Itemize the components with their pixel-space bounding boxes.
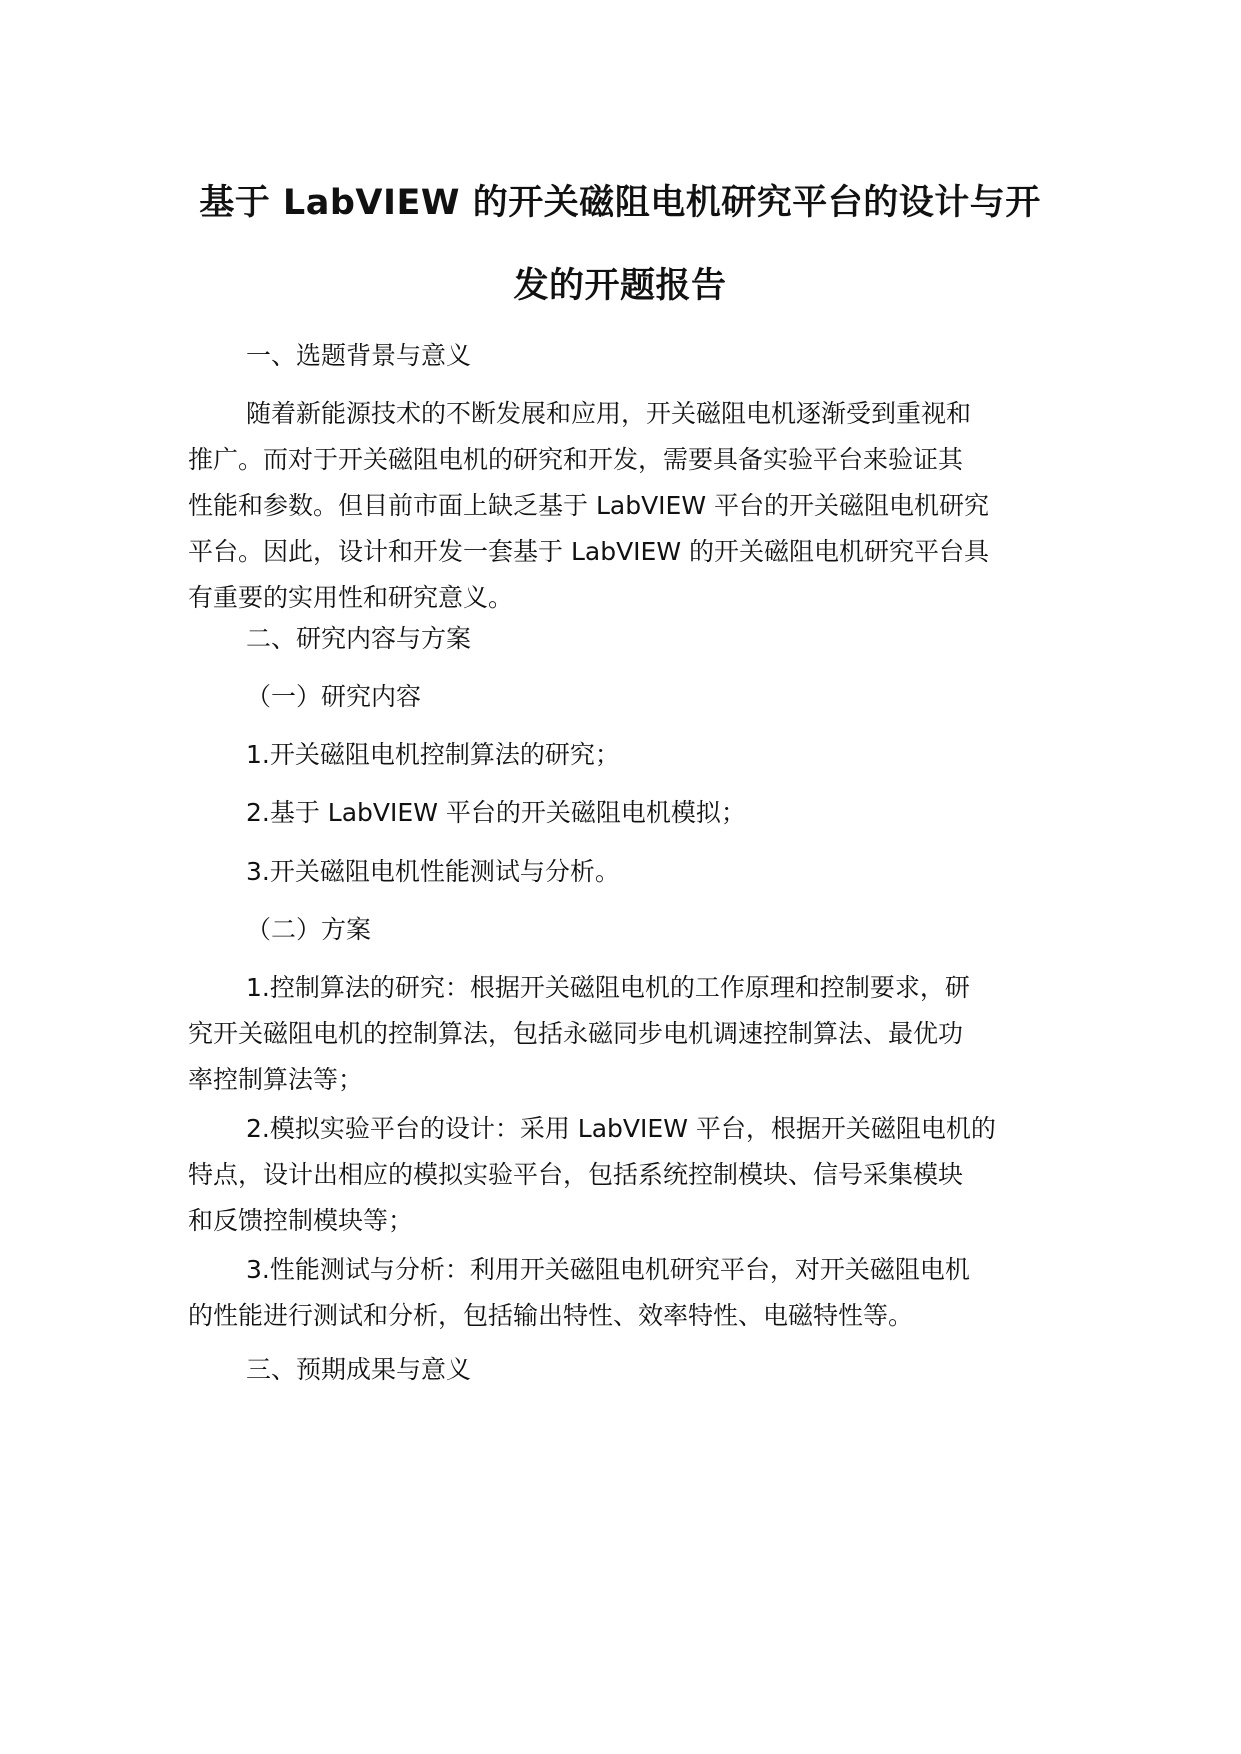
subsection-heading-plan: （二）方案 — [246, 915, 372, 944]
paragraph-line: 1.控制算法的研究：根据开关磁阻电机的工作原理和控制要求，研 — [246, 973, 970, 1002]
research-item-1: 1.开关磁阻电机控制算法的研究； — [246, 740, 620, 769]
plan-paragraph-3 — [188, 1247, 1052, 1339]
research-item-3: 3.开关磁阻电机性能测试与分析。 — [246, 857, 620, 886]
paragraph-line: 究开关磁阻电机的控制算法，包括永磁同步电机调速控制算法、最优功 — [188, 1019, 964, 1048]
paragraph-line: 2.模拟实验平台的设计：采用 LabVIEW 平台，根据开关磁阻电机的 — [246, 1114, 996, 1143]
section-heading-2: 二、研究内容与方案 — [246, 624, 472, 653]
paragraph-line: 平台。因此，设计和开发一套基于 LabVIEW 的开关磁阻电机研究平台具 — [188, 537, 990, 566]
paragraph-line: 率控制算法等； — [188, 1065, 364, 1094]
paragraph-line: 性能和参数。但目前市面上缺乏基于 LabVIEW 平台的开关磁阻电机研究 — [188, 491, 990, 520]
document-title-line-1: 基于 LabVIEW 的开关磁阻电机研究平台的设计与开 — [199, 183, 1041, 223]
document-title-line-2: 发的开题报告 — [513, 266, 727, 306]
subsection-heading-research-content: （一）研究内容 — [246, 682, 422, 711]
section-1-paragraph — [188, 391, 1052, 621]
paragraph-line: 3.性能测试与分析：利用开关磁阻电机研究平台，对开关磁阻电机 — [246, 1255, 970, 1284]
plan-paragraph-2 — [188, 1106, 1052, 1244]
paragraph-line: 特点，设计出相应的模拟实验平台，包括系统控制模块、信号采集模块 — [188, 1160, 964, 1189]
section-heading-3: 三、预期成果与意义 — [246, 1355, 472, 1384]
research-item-2: 2.基于 LabVIEW 平台的开关磁阻电机模拟； — [246, 798, 746, 827]
paragraph-line: 有重要的实用性和研究意义。 — [188, 583, 514, 612]
plan-paragraph-1 — [188, 965, 1052, 1103]
paragraph-line: 推广。而对于开关磁阻电机的研究和开发，需要具备实验平台来验证其 — [188, 445, 964, 474]
paragraph-line: 随着新能源技术的不断发展和应用，开关磁阻电机逐渐受到重视和 — [246, 399, 972, 428]
paragraph-line: 和反馈控制模块等； — [188, 1206, 414, 1235]
section-heading-1: 一、选题背景与意义 — [246, 341, 472, 370]
paragraph-line: 的性能进行测试和分析，包括输出特性、效率特性、电磁特性等。 — [188, 1301, 914, 1330]
